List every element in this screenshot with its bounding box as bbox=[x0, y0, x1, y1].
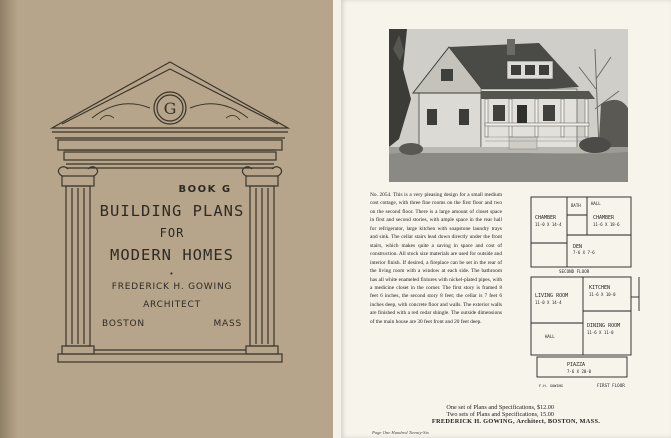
book-label: BOOK G bbox=[178, 184, 232, 195]
fp-room-chamber-1-size: 11-0 X 14-4 bbox=[535, 222, 562, 227]
page-number: Page One Hundred Twenty-Six bbox=[372, 430, 429, 435]
cover-title-line-1: BUILDING PLANS bbox=[99, 202, 245, 220]
floor-plan-drawing bbox=[527, 193, 642, 394]
fp-room-den: DEN bbox=[573, 244, 583, 250]
fp-second-floor-title: SECOND FLOOR bbox=[559, 269, 590, 274]
cover-title-line-3: MODERN HOMES bbox=[110, 246, 234, 264]
fp-room-chamber-1: CHAMBER bbox=[535, 215, 557, 221]
price-two-sets: Two sets of Plans and Specifications, 15.00 bbox=[446, 411, 554, 418]
page-gutter bbox=[333, 0, 341, 438]
fp-room-kitchen: KITCHEN bbox=[589, 285, 611, 291]
fp-room-kitchen-size: 11-6 X 10-0 bbox=[589, 292, 616, 297]
fp-room-living-size: 11-0 X 14-4 bbox=[535, 300, 562, 305]
cover-separator: • bbox=[169, 270, 175, 278]
architect-signature: FREDERICK H. GOWING, Architect, BOSTON, MASS. bbox=[431, 418, 601, 425]
cover-author: FREDERICK H. GOWING bbox=[111, 282, 233, 292]
fp-room-piazza-size: 7-6 X 20-0 bbox=[567, 369, 592, 374]
house-photo bbox=[389, 29, 628, 182]
plan-description: No. 2054. This is a very pleasing design for a small medium cost cottage, with three fine rooms on the first floor and two on the second floor. There is a large amount of closet space in first and second stories, with ample space in the rear hall for refrigerator, large kitchen with soapstone laundry trays and sink. The cellar stairs lead down directly under the front stairs, which makes quite a saving in space and cost of construction. All stock size materials are used for outside and interior finish. If desired, a fireplace can be set in the rear of the living room with a window at each side. The bathroom has all white enameled fixtures with nickel-plated pipes, with a medicine closet in the corner. The first story is framed 8 feet 6 inches, the second story 8 feet; the cellar is 7 feet 6 inches deep, with concrete floor and walls. The exterior walls are finished with a red cedar shingle. The outside dimensions of the main house are 30 feet front and 20 feet deep. bbox=[370, 192, 502, 325]
cover-state: MASS bbox=[213, 319, 242, 329]
fp-room-chamber-2-size: 11-6 X 18-6 bbox=[593, 222, 620, 227]
fp-room-chamber-2: CHAMBER bbox=[593, 215, 615, 221]
fp-first-floor-title: FIRST FLOOR bbox=[597, 383, 625, 388]
cover-city: BOSTON bbox=[102, 319, 145, 329]
book-cover bbox=[0, 0, 333, 438]
fp-room-hall-1: HALL bbox=[545, 334, 555, 339]
fp-room-den-size: 7-6 X 7-6 bbox=[573, 250, 595, 255]
fp-room-living: LIVING ROOM bbox=[535, 293, 569, 299]
cover-monogram: G bbox=[163, 98, 177, 118]
fp-room-dining: DINING ROOM bbox=[587, 323, 621, 329]
fp-room-piazza: PIAZZA bbox=[567, 362, 586, 368]
cover-title-line-2: FOR bbox=[159, 226, 185, 240]
fp-room-bath: BATH bbox=[571, 203, 581, 208]
fp-room-hall-2: HALL bbox=[591, 201, 601, 206]
cover-role: ARCHITECT bbox=[143, 300, 201, 310]
price-one-set: One set of Plans and Specifications, $12.00 bbox=[446, 404, 554, 411]
fp-credit: F.H. GOWING bbox=[539, 384, 563, 388]
fp-room-dining-size: 11-6 X 11-0 bbox=[587, 330, 614, 335]
